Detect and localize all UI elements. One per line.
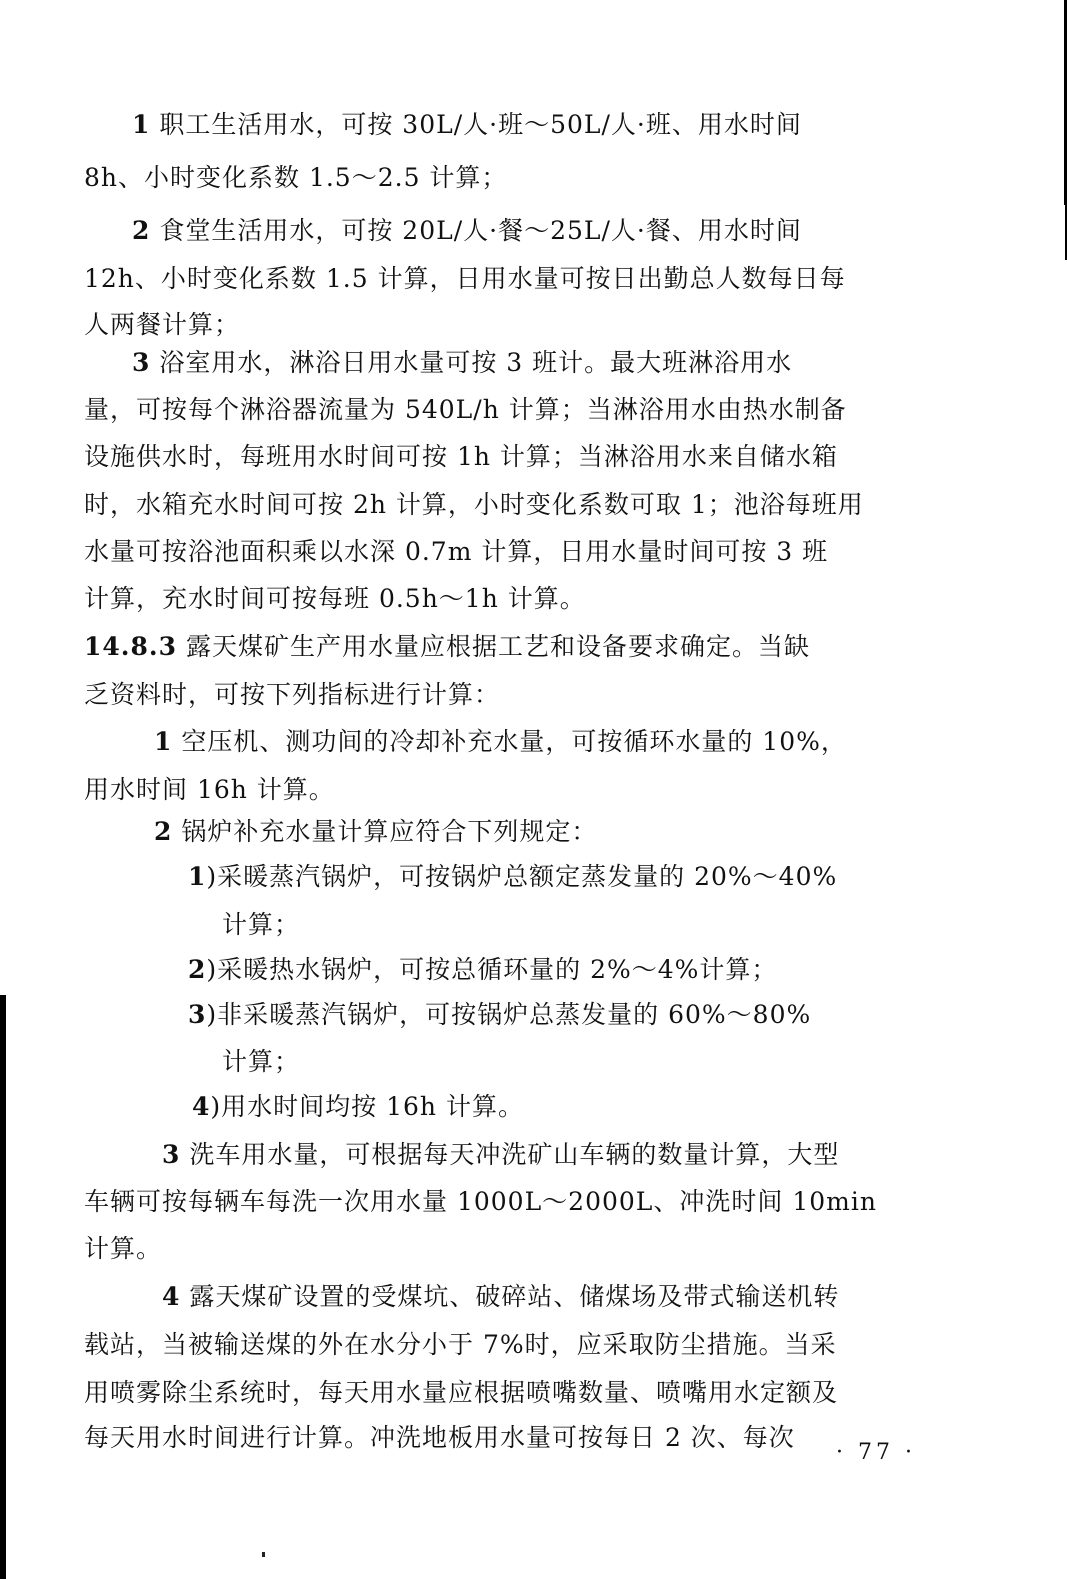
line-text: 露天煤矿生产用水量应根据工艺和设备要求确定。当缺	[177, 632, 810, 661]
line-text: 12h、小时变化系数 1.5 计算，日用水量可按日出勤总人数每日每	[84, 264, 846, 293]
clause-number: 1	[188, 862, 207, 891]
text-line	[222, 910, 300, 940]
clause-number: 14.8.3	[84, 632, 177, 661]
text-line	[84, 584, 586, 614]
line-text: )采暖蒸汽锅炉，可按锅炉总额定蒸发量的 20%～40%	[206, 862, 838, 891]
line-text: 8h、小时变化系数 1.5～2.5 计算；	[84, 163, 508, 192]
line-text: 计算；	[222, 910, 301, 939]
line-text: )非采暖蒸汽锅炉，可按锅炉总蒸发量的 60%～80%	[206, 1000, 812, 1029]
clause-number: 3	[132, 348, 151, 377]
text-line	[188, 862, 837, 892]
line-text: 计算；	[222, 1047, 301, 1076]
line-text: 用喷雾除尘系统时，每天用水量应根据喷嘴数量、喷嘴用水定额及	[84, 1378, 839, 1407]
line-text: 职工生活用水，可按 30L/人·班～50L/人·班、用水时间	[150, 110, 802, 139]
clause-number: 3	[188, 1000, 207, 1029]
text-line	[222, 1047, 300, 1077]
clause-number: 2	[132, 216, 151, 245]
line-text: 空压机、测功间的冷却补充水量，可按循环水量的 10%，	[172, 727, 847, 756]
line-text: 食堂生活用水，可按 20L/人·餐～25L/人·餐、用水时间	[150, 216, 802, 245]
scan-speck	[262, 1552, 265, 1557]
line-text: 载站，当被输送煤的外在水分小于 7%时，应采取防尘措施。当采	[84, 1330, 837, 1359]
text-line	[84, 1234, 162, 1264]
clause-number: 3	[162, 1140, 181, 1169]
text-line	[132, 110, 802, 140]
line-text: 时，水箱充水时间可按 2h 计算，小时变化系数可取 1；池浴每班用	[84, 490, 864, 519]
clause-number: 1	[154, 727, 173, 756]
line-text: )采暖热水锅炉，可按总循环量的 2%～4%计算；	[206, 955, 778, 984]
line-text: 浴室用水，淋浴日用水量可按 3 班计。最大班淋浴用水	[150, 348, 793, 377]
line-text: 量，可按每个淋浴器流量为 540L/h 计算；当淋浴用水由热水制备	[84, 395, 847, 424]
text-line	[84, 1187, 877, 1217]
text-line	[192, 1092, 524, 1122]
line-text: 车辆可按每辆车每洗一次用水量 1000L～2000L、冲洗时间 10min	[84, 1187, 877, 1216]
clause-number: 1	[132, 110, 151, 139]
clause-number: 2	[154, 817, 173, 846]
line-text: 计算，充水时间可按每班 0.5h～1h 计算。	[84, 584, 586, 613]
text-line	[84, 537, 828, 567]
text-line	[84, 310, 240, 340]
clause-number: 4	[192, 1092, 211, 1121]
clause-number: 4	[162, 1282, 181, 1311]
line-text: 露天煤矿设置的受煤坑、破碎站、储煤场及带式输送机转	[180, 1282, 840, 1311]
line-text: 设施供水时，每班用水时间可按 1h 计算；当淋浴用水来自储水箱	[84, 442, 838, 471]
text-line	[84, 680, 500, 710]
line-text: 计算。	[84, 1234, 163, 1263]
text-line	[84, 490, 864, 520]
text-line	[84, 442, 838, 472]
line-text: 用水时间 16h 计算。	[84, 775, 335, 804]
text-line	[132, 348, 792, 378]
text-line	[188, 1000, 811, 1030]
text-line	[84, 163, 507, 193]
text-line	[84, 264, 846, 294]
text-line	[188, 955, 777, 985]
text-line	[84, 632, 810, 662]
text-line	[162, 1282, 839, 1312]
line-text: 锅炉补充水量计算应符合下列规定：	[172, 817, 598, 846]
text-line	[84, 1378, 838, 1408]
text-line	[84, 395, 847, 425]
text-line	[84, 775, 335, 805]
text-line	[84, 1423, 795, 1453]
text-line	[132, 216, 802, 246]
line-text: 水量可按浴池面积乘以水深 0.7m 计算，日用水量时间可按 3 班	[84, 537, 829, 566]
line-text: 乏资料时，可按下列指标进行计算：	[84, 680, 501, 709]
page-number: · 77 ·	[836, 1440, 916, 1465]
text-line	[162, 1140, 839, 1170]
line-text: 洗车用水量，可根据每天冲洗矿山车辆的数量计算，大型	[180, 1140, 840, 1169]
text-line	[154, 817, 597, 847]
scan-edge-left	[0, 995, 6, 1579]
line-text: )用水时间均按 16h 计算。	[210, 1092, 524, 1121]
text-line	[84, 1330, 837, 1360]
line-text: 每天用水时间进行计算。冲洗地板用水量可按每日 2 次、每次	[84, 1423, 795, 1452]
text-line	[154, 727, 847, 757]
line-text: 人两餐计算；	[84, 310, 241, 339]
clause-number: 2	[188, 955, 207, 984]
